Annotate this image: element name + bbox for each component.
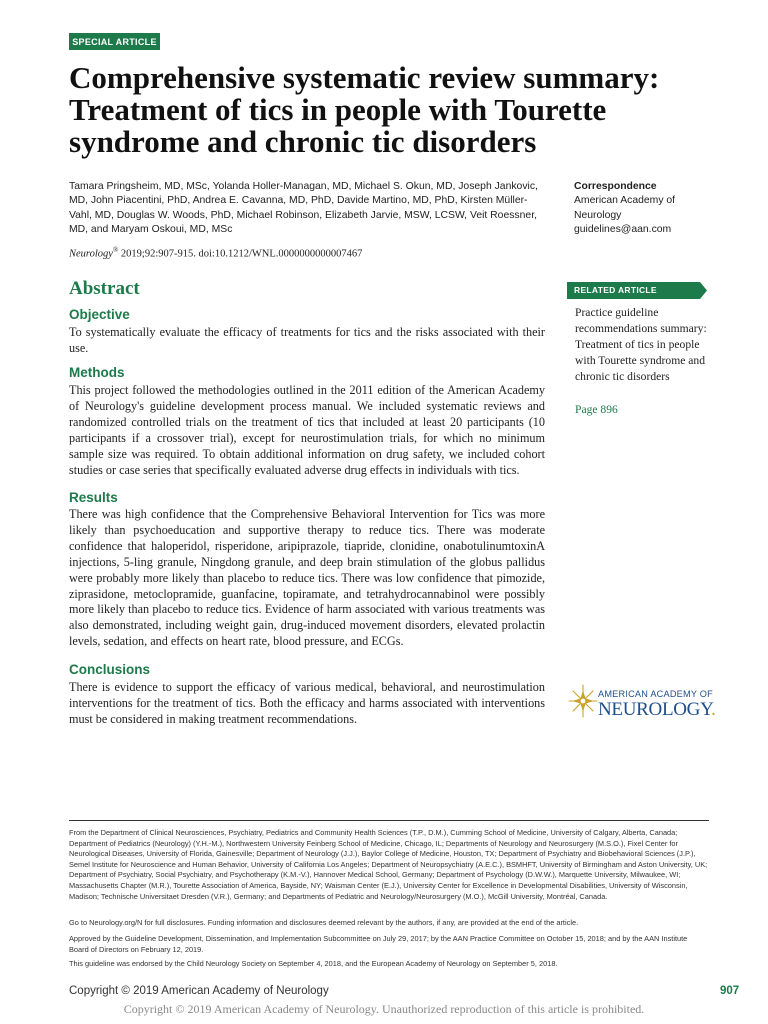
conclusions-text: There is evidence to support the efficacy of various medical, behavioral, and neurostimulation interventions for the treatment of tics. Both the efficacy and harms associated with interventions must be considered in making treatment recommendations. bbox=[69, 680, 545, 726]
registered-mark: ® bbox=[112, 246, 119, 254]
journal-name: Neurology bbox=[69, 248, 113, 260]
results-text: There was high confidence that the Comprehensive Behavioral Intervention for Tics was more likely than psychoeducation and supportive therapy to reduce tics. There was moderate confidence that haloperidol, risperidone, aripiprazole, tiapride, clonidine, onabotulinumtoxinA injections, 5-ling granule, Ningdong granule, and deep brain stimulation of the globus pallidus were probably more likely than placebo to reduce tics. There was low confidence that pimozide, ziprasidone, metoclopramide, guanfacine, topiramate, and tetrahydrocannabinol were possibly more likely than placebo to reduce tics. Evidence of harm associated with various treatments was also demonstrated, including weight gain, drug-induced movement disorders, elevated prolactin levels, sedation, and effects on heart rate, blood pressure, and ECGs. bbox=[69, 507, 545, 649]
correspondence-heading: Correspondence bbox=[574, 181, 657, 192]
copyright-watermark: Copyright © 2019 American Academy of Neurology. Unauthorized reproduction of this article is prohibited. bbox=[123, 1002, 645, 1016]
citation-line bbox=[69, 246, 539, 260]
endorsement-footnote: This guideline was endorsed by the Child Neurology Society on September 4, 2018, and the European Academy of Neurology on September 5, 2018. bbox=[69, 959, 558, 968]
related-article-tab bbox=[567, 282, 707, 299]
objective-text: To systematically evaluate the efficacy of treatments for tics and the risks associated with their use. bbox=[69, 325, 545, 355]
footnote-divider bbox=[69, 820, 709, 821]
citation-details: 2019;92:907-915. doi:10.1212/WNL.0000000000007467 bbox=[118, 248, 363, 260]
footer-copyright: Copyright © 2019 American Academy of Neurology bbox=[69, 985, 329, 997]
abstract-heading: Abstract bbox=[69, 278, 140, 299]
approval-footnote: Approved by the Guideline Development, Dissemination, and Implementation Subcommittee on July 29, 2017; by the AAN Practice Committee on October 15, 2018; and by the AAN Institute Board of Directors on February 12, 2019. bbox=[69, 934, 688, 954]
correspondence-box bbox=[574, 180, 714, 238]
affiliations-footnote: From the Department of Clinical Neurosciences, Psychiatry, Pediatrics and Community Health Sciences (T.P., D.M.), Cumming School of Medicine, University of Calgary, Alberta, Canada; Department of Pediatrics (Neurology) (Y.H.-M.), Northwestern University Feinberg School of Medicine, Chicago, IL; Departments of Neurology and Neurosurgery (M.S.O.), Fixel Center for Neurological Diseases, University of Florida, Gainesville; Department of Neurology (J.J.), Baylor College of Medicine, Houston, TX; Department of Psychiatry and Biobehavioral Sciences (J.P.), Semel Institute for Neuroscience and Human Behavior, University of California Los Angeles; Department of Neuropsychiatry (A.E.C.), BSMHFT, University of Birmingham and Aston University, UK; Department of Psychiatry, Social Psychiatry, and Psychotherapy (K.M.-V.), Hannover Medical School, Germany; Department of Psychology (D.W.W.), Marquette University, Milwaukee, WI; Massachusetts Chapter (M.R.), Tourette Association of America, Bayside, NY; Waisman Center (E.J.), University Center for Excellence in Developmental Disabilities, University of Wisconsin, Madison; Technische Universitaet Dresden (V.R.), Germany; and Departments of Pediatric and Neurology/Neurosurgery (M.O.), McGill University, Montréal, Canada. bbox=[69, 828, 708, 901]
article-type-badge: SPECIAL ARTICLE bbox=[69, 33, 160, 50]
correspondence-org-line1: American Academy of bbox=[574, 195, 676, 207]
logo-name-text: NEUROLOGY. bbox=[598, 699, 716, 720]
author-list: Tamara Pringsheim, MD, MSc, Yolanda Holler-Managan, MD, Michael S. Okun, MD, Joseph Jankovic, MD, John Piacentini, PhD, Andrea E. Cavanna, MD, PhD, Davide Martino, MD, PhD, Kirsten Müller-Vahl, MD, Douglas W. Woods, PhD, Michael Robinson, Elizabeth Jarvie, MSW, LCSW, Veit Roessner, MD, and Maryam Oskoui, MD, MSc bbox=[69, 181, 538, 236]
disclosures-footnote: Go to Neurology.org/N for full disclosures. Funding information and disclosures deemed relevant by the authors, if any, are provided at the end of the article. bbox=[69, 918, 579, 927]
methods-heading: Methods bbox=[69, 365, 125, 380]
related-article-text: Practice guideline recommendations summary: Treatment of tics in people with Tourette syndrome and chronic tic disorders bbox=[575, 306, 707, 383]
article-title: Comprehensive systematic review summary: Treatment of tics in people with Tourette syndrome and chronic tic disorders bbox=[69, 60, 660, 159]
aan-logo bbox=[566, 682, 716, 726]
related-tab-label: RELATED ARTICLE bbox=[574, 285, 657, 295]
page-number: 907 bbox=[720, 985, 740, 997]
conclusions-heading: Conclusions bbox=[69, 662, 151, 677]
related-article-page-link[interactable]: Page 896 bbox=[575, 403, 618, 416]
correspondence-email-link[interactable]: guidelines@aan.com bbox=[574, 224, 672, 236]
aan-star-icon bbox=[568, 684, 598, 718]
logo-org-text: AMERICAN ACADEMY OF bbox=[598, 689, 713, 699]
objective-heading: Objective bbox=[69, 307, 130, 322]
methods-text: This project followed the methodologies outlined in the 2011 edition of the American Academy of Neurology's guideline development process manual. We included systematic reviews and randomized controlled trials on the treatment of tics that included at least 20 participants (10 participants if a crossover trial), except for neurostimulation trials, for which no minimum sample size was required. To obtain additional information on drug safety, we included cohort studies or case series that specifically evaluated adverse drug effects in individuals with tics. bbox=[69, 383, 545, 477]
correspondence-org-line2: Neurology bbox=[574, 209, 622, 221]
results-heading: Results bbox=[69, 490, 118, 505]
